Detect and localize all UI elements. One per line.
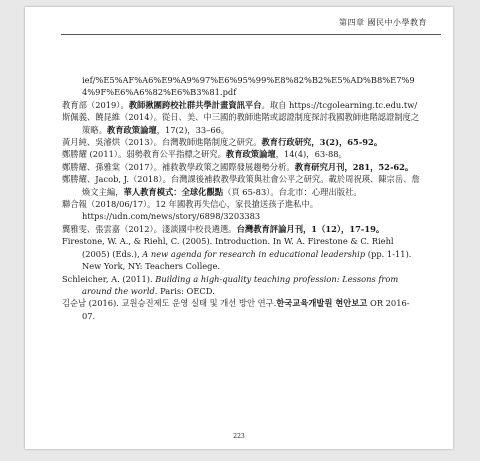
reference-text: . Paris: OECD.	[154, 285, 215, 296]
reference-entry	[62, 273, 422, 298]
reference-text: 黃月純、吳濬烘（2013）。台灣教師進階制度之研究。	[62, 137, 262, 148]
reference-text: ，1（12），17-19。	[303, 223, 385, 234]
reference-url[interactable]: https://udn.com/news/story/6898/3203383	[82, 211, 261, 222]
reference-entry	[62, 111, 422, 136]
reference-text: 。取自 https://tcgolearning.tc.edu.tw/	[261, 99, 418, 110]
reference-text: (pp. 1-11). New York, NY: Teachers College.	[82, 248, 412, 272]
page-number: 223	[233, 433, 245, 440]
reference-text: ，281，52-62。	[344, 161, 414, 172]
reference-text: 鄭勝耀、Jacob, J.（2018）。台灣課後補救教學政策與社會公平之研究。載於周祝瑛、陳宗岳、詹煥文主編，	[62, 174, 420, 197]
reference-text: （頁 65-83）。台北市：心理出版社。	[223, 186, 362, 197]
reference-entry	[62, 235, 422, 272]
reference-entry	[62, 99, 422, 111]
reference-title: 教育研究月刊	[294, 161, 345, 172]
reference-text: 김순남 (2016). 교원승진제도 운영 실태 및 개선 방안 연구.	[62, 298, 277, 309]
reference-title: 教師揪團跨校社群共學計畫資訊平台	[128, 99, 262, 110]
reference-entry	[62, 198, 422, 223]
reference-entry	[62, 148, 422, 160]
reference-text: Firestone, W. A., & Riehl, C. (2005). Introduction. In W. A. Firestone & C. Riehl (2005) (Eds.),	[62, 236, 394, 259]
reference-entry	[62, 173, 422, 198]
reference-text: ，14(4)，63-88。	[275, 149, 347, 160]
reference-entry	[62, 136, 422, 148]
reference-text: ，17(2)，33–66。	[156, 124, 230, 135]
reference-list	[62, 74, 422, 322]
reference-entry	[62, 161, 422, 173]
reference-text: 教育部（2019）。	[62, 99, 129, 110]
running-header: 第四章 國民中小學教育	[338, 18, 427, 27]
reference-text: 聯合報（2018/06/17）。12 年國教再失信心，家長搶送孩子進私中。	[62, 199, 318, 210]
reference-title: 教育行政研究	[261, 137, 312, 148]
reference-entry	[62, 297, 422, 322]
reference-title: 教育政策論壇	[106, 124, 157, 135]
reference-title: 台灣教育評論月刊	[236, 223, 303, 234]
header-rule	[61, 34, 441, 35]
reference-url-continuation	[62, 74, 422, 99]
reference-text: Schleicher, A. (2011).	[62, 273, 156, 284]
reference-text: 龔雅雯、張雲嘉（2012）。淺談國中校長遴選。	[62, 223, 237, 234]
reference-text: 斯佩義、饒昆維（2014）。從日、美、中三國的教師進階或認證制度探討我國教師進階認證制度之策略。	[62, 112, 420, 135]
reference-text: ，3(2)，65-92。	[311, 137, 383, 148]
document-page	[25, 7, 453, 449]
reference-title: Building a high-quality teaching profession: Lessons from around the world	[82, 273, 399, 296]
reference-title: 教育政策論壇	[225, 149, 276, 160]
reference-title: A new agenda for research in educational leadership	[142, 248, 366, 259]
reference-title: 華人教育模式：全球化觀點	[123, 186, 224, 197]
reference-text: OR 2016-07.	[82, 298, 410, 321]
reference-url[interactable]: ief/%E5%AF%A6%E9%A9%97%E6%95%99%E8%82%B2%E5%AD%B8%E7%94%9F%E6%A6%82%E6%B3%81.pdf	[82, 75, 415, 98]
reference-text: 鄭勝耀、孫雅棠（2017）。補救教學政策之國際發展趨勢分析。	[62, 161, 295, 172]
reference-title: 한국교육개발원 현안보고	[276, 298, 368, 309]
reference-entry	[62, 223, 422, 235]
reference-text: 鄭勝耀 (2011）。弱勢教育公平指標之研究。	[62, 149, 226, 160]
